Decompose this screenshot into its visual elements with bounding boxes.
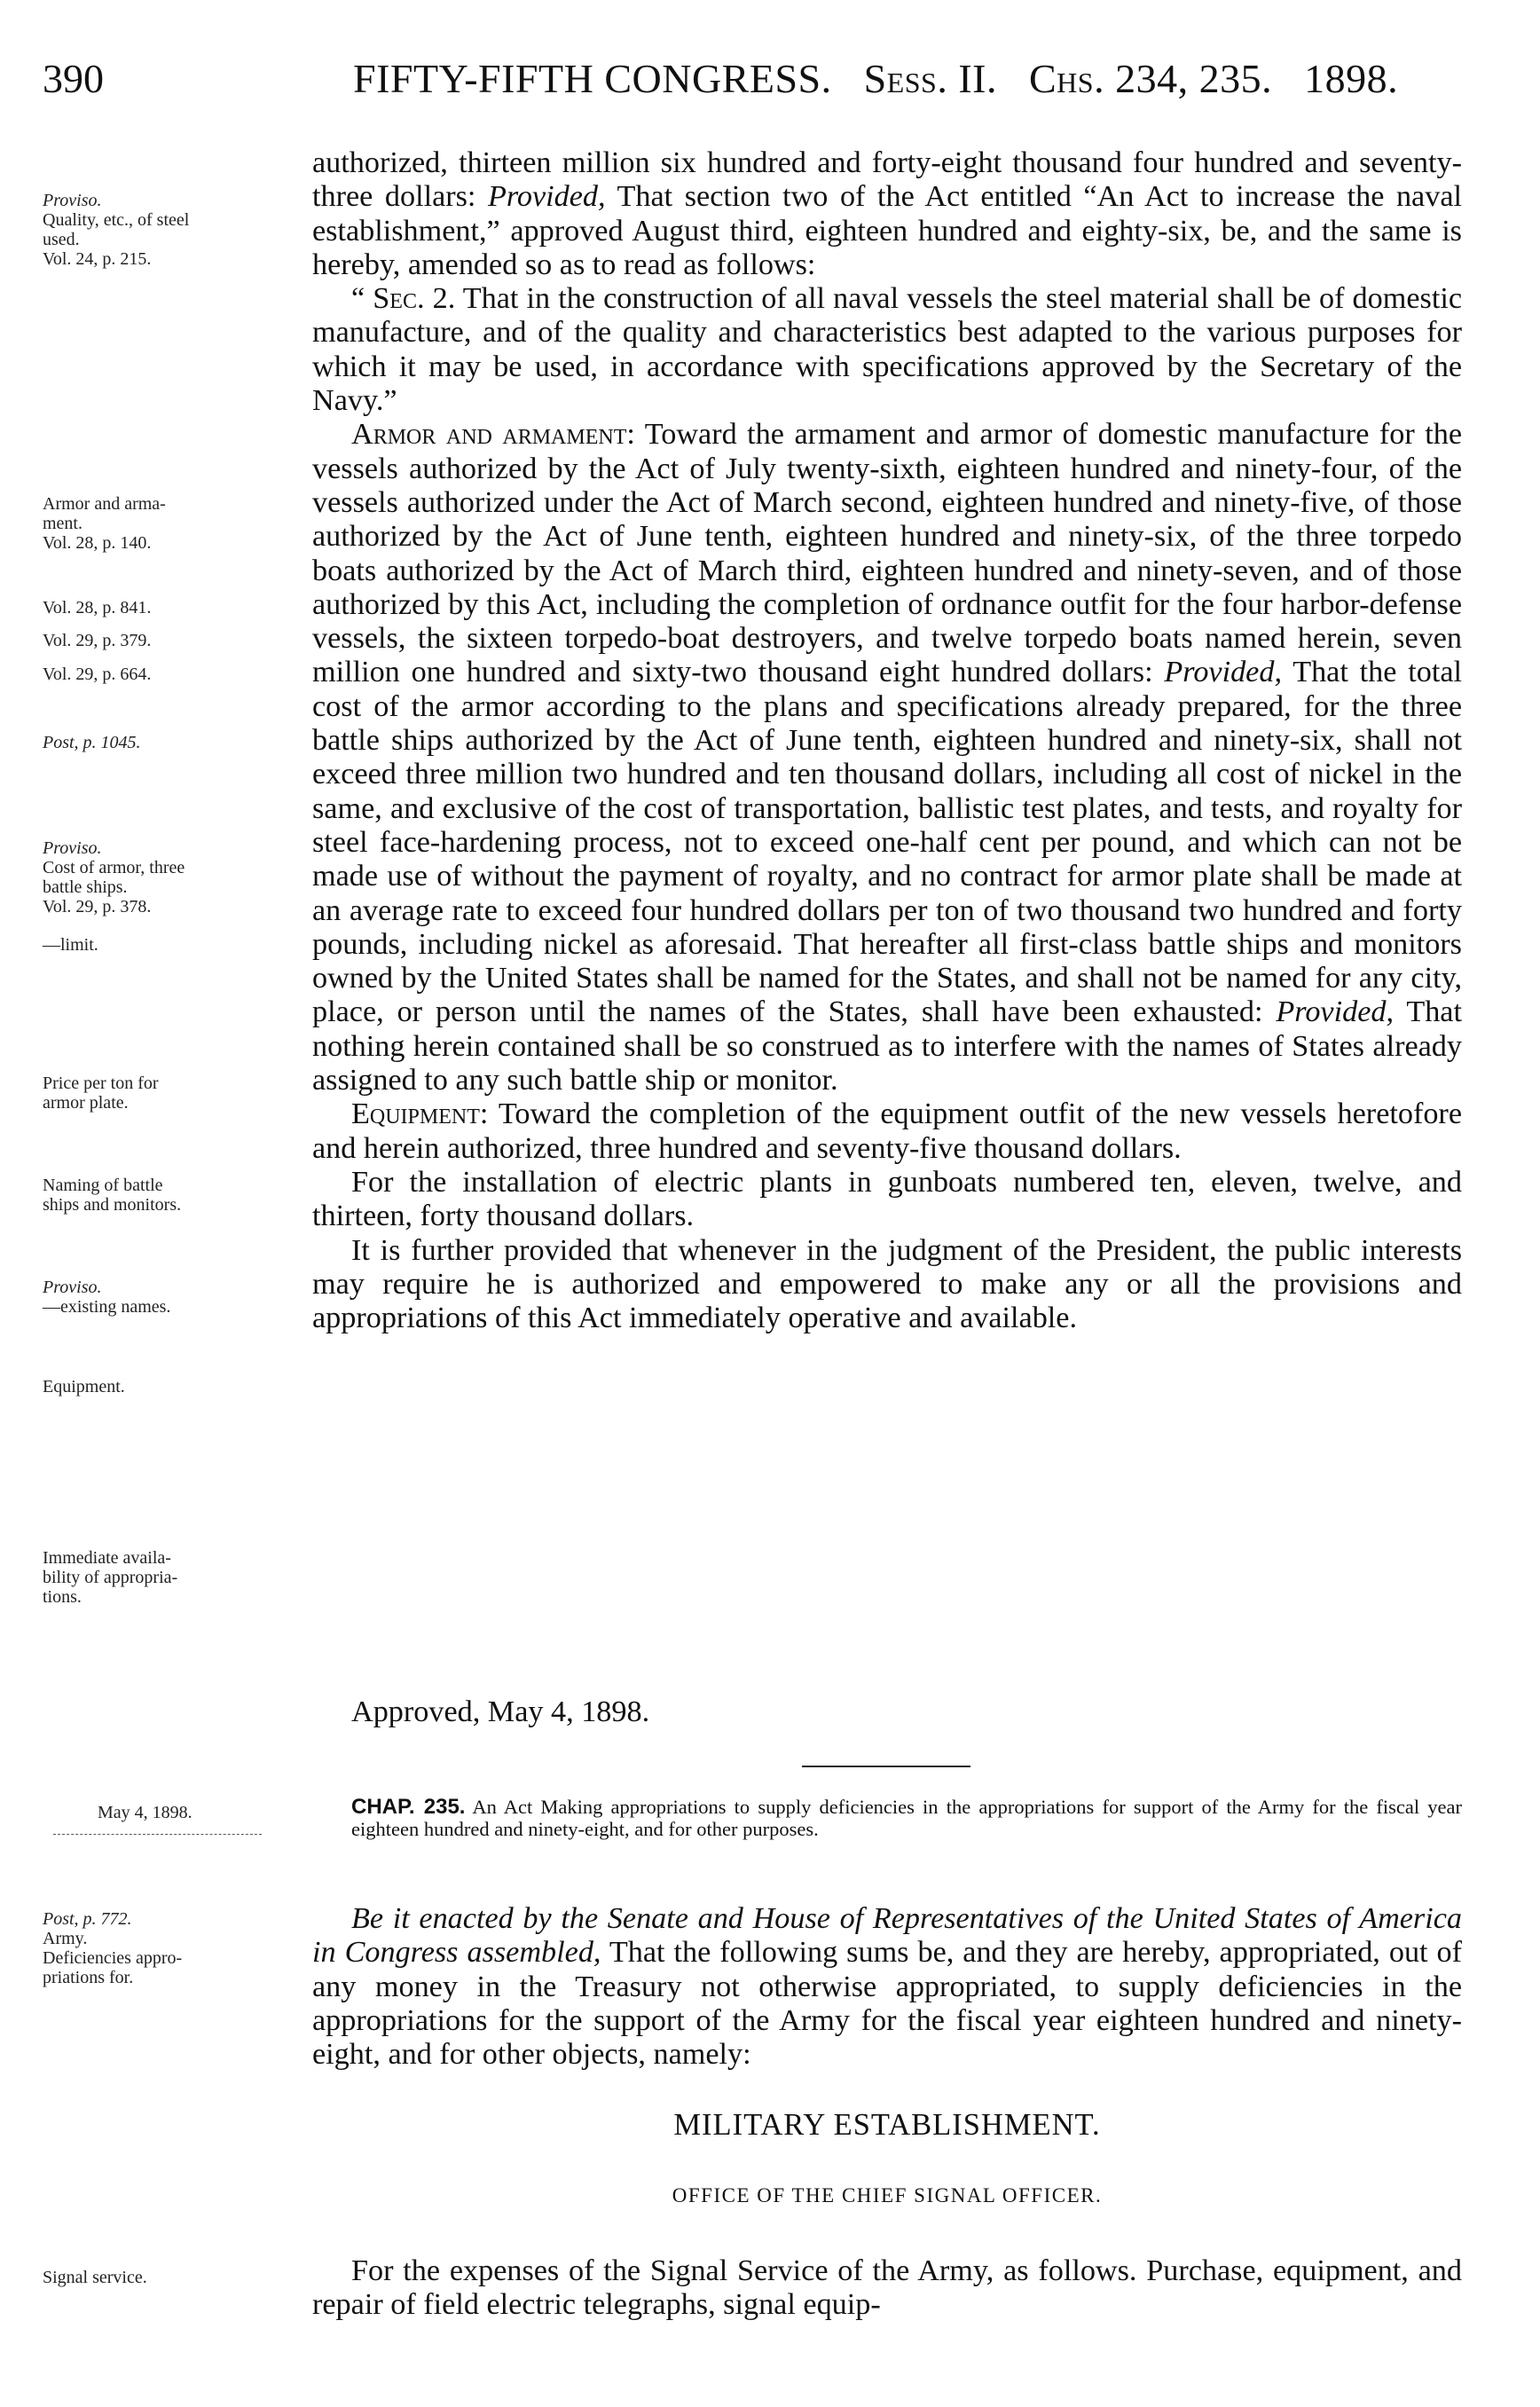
margin-note-price	[43, 1074, 300, 1113]
section-heading-military: MILITARY ESTABLISHMENT.	[673, 2108, 1101, 2142]
margin-quality-line2: used.	[43, 230, 80, 249]
congress-title: FIFTY-FIFTH CONGRESS.	[353, 56, 832, 101]
margin-deficiencies-line2: priations for.	[43, 1968, 134, 1987]
margin-date-rule	[53, 1834, 262, 1835]
margin-note-vol29-379	[43, 631, 300, 650]
margin-naming-line1: Naming of battle	[43, 1176, 163, 1195]
margin-price-line2: armor plate.	[43, 1093, 129, 1113]
margin-note-armor	[43, 494, 300, 553]
margin-post-772: Post, p. 772.	[43, 1909, 132, 1929]
margin-note-vol28-841	[43, 598, 300, 617]
session-label: Sess. II.	[863, 56, 997, 101]
paragraph-armor	[312, 418, 1462, 1097]
page-header	[43, 55, 1480, 108]
running-title	[353, 55, 1398, 102]
margin-price-line1: Price per ton for	[43, 1074, 159, 1093]
margin-signal-service: Signal service.	[43, 2268, 147, 2287]
margin-note-equipment	[43, 1377, 300, 1396]
margin-vol28-841: Vol. 28, p. 841.	[43, 598, 152, 617]
page-number: 390	[43, 56, 104, 101]
margin-immediate-line2: bility of appropria-	[43, 1568, 178, 1587]
margin-proviso: Proviso.	[43, 191, 102, 210]
margin-note-existing	[43, 1278, 300, 1317]
margin-date: May 4, 1898.	[98, 1803, 192, 1822]
signal-service-text: For the expenses of the Signal Service of the Army, as follows. Purchase, equipment, and repair of field electric telegraphs, signal equip-	[312, 2254, 1462, 2322]
chapter-title: An Act Making appropriations to supply deficiencies in the appropriations for support of the Army for the fiscal year eighteen hundred and ninety-eight, and for other purposes.	[351, 1796, 1462, 1840]
margin-proviso-2: Proviso.	[43, 838, 102, 858]
margin-note-limit	[43, 935, 300, 955]
chapter-label: CHAP. 235.	[351, 1795, 466, 1819]
margin-limit: —limit.	[43, 935, 98, 955]
margin-armor-line2: ment.	[43, 514, 82, 533]
paragraph-naval-steel	[312, 146, 1462, 282]
armor-provided-2: Provided,	[1276, 995, 1395, 1029]
margin-note-vol29-664	[43, 665, 300, 684]
separator-rule	[802, 1766, 970, 1767]
margin-existing-names: —existing names.	[43, 1297, 171, 1317]
paragraph-equipment	[312, 1097, 1462, 1166]
margin-note-signal	[43, 2268, 300, 2287]
margin-cost-line2: battle ships.	[43, 877, 128, 897]
margin-proviso-3: Proviso.	[43, 1278, 102, 1297]
main-body-text	[312, 146, 1462, 1335]
margin-equipment: Equipment.	[43, 1377, 125, 1396]
enacting-clause	[312, 1902, 1462, 2072]
margin-vol29-378: Vol. 29, p. 378.	[43, 897, 152, 916]
enacting-paragraph	[312, 1902, 1462, 2072]
armor-text-a: Toward the armament and armor of domestic manufacture for the vessels authorized by the Act of July twenty-sixth, eighteen hundred and ninety-four, of the vessels authorized under the Act of March second, eighteen hundred and ninety-five, of those authorized by the Act of June tenth, eighteen hundred and ninety-six, of the three torpedo boats authorized by the Act of March third, eighteen hundred and ninety-seven, and of those authorized by this Act, including the completion of ordnance outfit for the four harbor-defense vessels, the sixteen torpedo-boat destroyers, and twelve torpedo boats named herein, seven million one hundred and sixty-two thousand eight hundred dollars:	[312, 418, 1462, 689]
margin-note-naming	[43, 1176, 300, 1215]
p1-provided: Provided,	[487, 180, 606, 214]
margin-vol29-664: Vol. 29, p. 664.	[43, 665, 152, 684]
equipment-text: Toward the completion of the equipment outfit of the new vessels heretofore and herein authorized, three hundred and seventy-five thousand dollars.	[312, 1097, 1462, 1165]
margin-note-post1045	[43, 733, 300, 752]
margin-armor-line1: Armor and arma-	[43, 494, 166, 514]
margin-vol29-379: Vol. 29, p. 379.	[43, 631, 152, 650]
margin-post-1045: Post, p. 1045.	[43, 733, 141, 752]
enacting-text: That the following sums be, and they are hereby, appropriated, out of any money in the Treasury not otherwise appropriated, to supply deficiencies in the appropriations for the support of the Army for the fiscal year eighteen hundred and ninety-eight, and for other objects, namely:	[312, 1936, 1463, 2072]
armor-text-b: That the total cost of the armor according to the plans and specifications already prepared, for the three battle ships authorized by the Act of June tenth, eighteen hundred and ninety-six, shall not exceed three million two hundred and ten thousand dollars, including all cost of nickel in the same, and exclusive of the cost of transportation, ballistic test plates, and tests, and royalty for steel face-hardening process, not to exceed one-half cent per pound, and which can not be made use of without the payment of royalty, and no contract for armor plate shall be made at an average rate to exceed four hundred dollars per ton of two thousand two hundred and forty pounds, including nickel as aforesaid. That hereafter all first-class battle ships and monitors owned by the United States shall be named for the States, and shall not be named for any city, place, or person until the names of the States, shall have been exhausted:	[312, 656, 1463, 1029]
paragraph-immediate: It is further provided that whenever in the judgment of the President, the public interests may require he is authorized and empowered to make any or all the provisions and appropriations of this Act immediately operative and available.	[312, 1233, 1462, 1335]
margin-vol24: Vol. 24, p. 215.	[43, 249, 152, 269]
approved-line: Approved, May 4, 1898.	[351, 1695, 650, 1728]
sec2-label: “ Sec. 2.	[351, 282, 456, 316]
armor-provided: Provided,	[1164, 656, 1282, 689]
p1-text-b: That section two of the Act entitled “An Act to increase the naval establishment,” approved August third, eighteen hundred and eighty-six, be, and the same is hereby, amended so as to read as follows:	[312, 180, 1462, 281]
margin-immediate-line1: Immediate availa-	[43, 1548, 171, 1568]
margin-quality-line1: Quality, etc., of steel	[43, 210, 190, 230]
paragraph-sec2	[312, 282, 1462, 418]
year-label: 1898.	[1304, 56, 1399, 101]
sec2-text: That in the construction of all naval vessels the steel material shall be of domestic manufacture, and of the quality and characteristics best adapted to the various purposes for which it may be used, in accordance with specifications approved by the Secretary of the Navy.”	[312, 282, 1462, 418]
equipment-heading: Equipment:	[351, 1097, 489, 1131]
chapter-heading	[351, 1796, 1462, 1840]
margin-cost-line1: Cost of armor, three	[43, 858, 185, 877]
paragraph-electric-plants: For the installation of electric plants in gunboats numbered ten, eleven, twelve, and thirteen, forty thousand dollars.	[312, 1165, 1462, 1233]
p1-text-a: authorized, thirteen million six hundred and forty-eight thousand four hundred and seventy-three dollars:	[312, 146, 1462, 214]
armor-heading: Armor and armament:	[351, 418, 635, 452]
margin-note-proviso	[43, 191, 300, 269]
margin-vol28-140: Vol. 28, p. 140.	[43, 533, 152, 553]
margin-note-immediate	[43, 1548, 300, 1607]
chapters-label: Chs. 234, 235.	[1029, 56, 1273, 101]
margin-deficiencies-line1: Deficiencies appro-	[43, 1948, 183, 1968]
margin-immediate-line3: tions.	[43, 1587, 82, 1607]
margin-note-army	[43, 1909, 300, 1987]
margin-note-cost	[43, 838, 300, 916]
signal-service-paragraph	[312, 2254, 1462, 2323]
margin-naming-line2: ships and monitors.	[43, 1195, 182, 1215]
section-subheading-signal: OFFICE OF THE CHIEF SIGNAL OFFICER.	[672, 2184, 1103, 2206]
armor-text-c: That nothing herein contained shall be so construed as to interfere with the names of States already assigned to any such battle ship or monitor.	[312, 995, 1462, 1097]
margin-army: Army.	[43, 1929, 88, 1948]
enacting-formula: Be it enacted by the Senate and House of Representatives of the United States of America in Congress assembled,	[312, 1902, 1462, 1970]
